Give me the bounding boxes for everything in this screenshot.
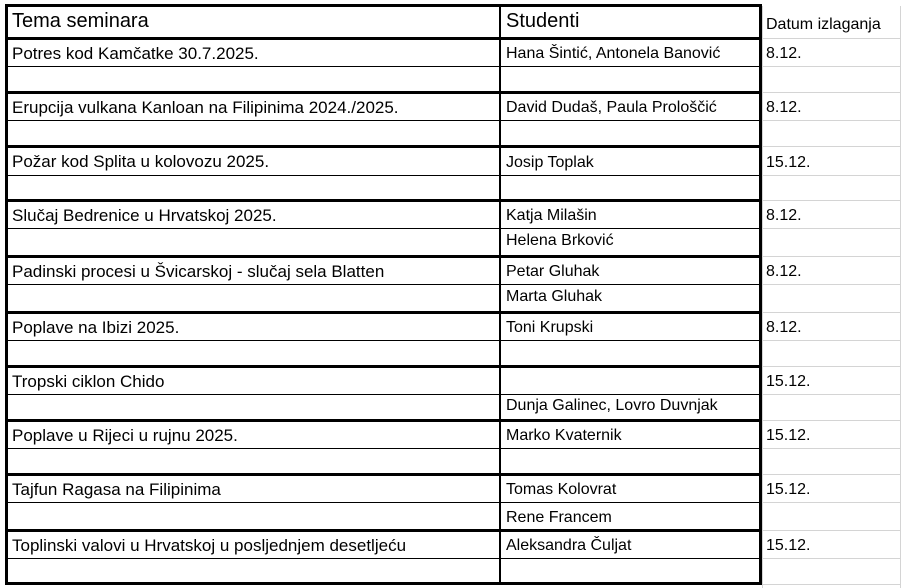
row-student: Katja Milašin (506, 207, 597, 224)
row-date: 8.12. (766, 263, 802, 280)
row-divider (6, 448, 761, 449)
row-topic: Padinski procesi u Švicarskoj - slučaj sela Blatten (12, 262, 385, 281)
row-student: Josip Toplak (506, 154, 594, 171)
row-student: Toni Krupski (506, 319, 594, 336)
group-border (6, 37, 762, 40)
row-student: Hana Šintić, Antonela Banović (506, 45, 721, 62)
row-student: Dunja Galinec, Lovro Duvnjak (506, 397, 718, 414)
group-border (6, 473, 762, 476)
row-topic: Toplinski valovi u Hrvatskoj u posljednjem desetljeću (12, 536, 407, 555)
gridline (762, 584, 901, 585)
row-student: Aleksandra Čuljat (506, 537, 632, 554)
header-date: Datum izlaganja (766, 16, 881, 33)
header-topic: Tema seminara (12, 10, 149, 32)
row-date: 15.12. (766, 427, 811, 444)
gridline (762, 530, 901, 531)
gridline (762, 38, 901, 39)
row-student: Marta Gluhak (506, 288, 603, 305)
group-border (6, 91, 762, 94)
row-topic: Erupcija vulkana Kanloan na Filipinima 2024./2025. (12, 98, 399, 117)
gridline (762, 200, 901, 201)
gridline (762, 394, 901, 395)
group-border (6, 255, 762, 258)
row-date: 15.12. (766, 481, 811, 498)
row-student: Petar Gluhak (506, 263, 600, 280)
table-border-left (5, 4, 8, 585)
row-divider (6, 558, 761, 559)
row-topic: Tropski ciklon Chido (12, 372, 165, 391)
row-student: Tomas Kolovrat (506, 481, 617, 498)
row-divider (6, 175, 761, 176)
row-topic: Požar kod Splita u kolovozu 2025. (12, 152, 270, 171)
row-divider (6, 340, 761, 341)
gridline (762, 66, 901, 67)
group-border (6, 199, 762, 202)
row-date: 15.12. (766, 373, 811, 390)
row-topic: Slučaj Bedrenice u Hrvatskoj 2025. (12, 206, 277, 225)
row-date: 15.12. (766, 537, 811, 554)
gridline (762, 284, 901, 285)
row-divider (6, 228, 761, 229)
gridline (762, 366, 901, 367)
row-divider (6, 120, 761, 121)
row-divider (6, 284, 761, 285)
row-date: 15.12. (766, 154, 811, 171)
column-divider (499, 4, 501, 585)
row-date: 8.12. (766, 99, 802, 116)
group-border (6, 419, 762, 422)
row-date: 8.12. (766, 45, 802, 62)
row-student: David Dudaš, Paula Prološčić (506, 99, 717, 116)
row-date: 8.12. (766, 207, 802, 224)
gridline (762, 502, 901, 503)
row-divider (6, 502, 761, 503)
row-topic: Poplave u Rijeci u rujnu 2025. (12, 426, 238, 445)
row-divider (6, 394, 761, 395)
gridline (762, 256, 901, 257)
row-topic: Poplave na Ibizi 2025. (12, 318, 180, 337)
gridline (762, 340, 901, 341)
gridline (762, 92, 901, 93)
group-border (6, 145, 762, 148)
gridline (762, 558, 901, 559)
group-border (6, 529, 762, 532)
row-student: Helena Brković (506, 232, 614, 249)
group-border (6, 311, 762, 314)
table-border-bottom (6, 582, 762, 585)
row-topic: Tajfun Ragasa na Filipinima (12, 480, 221, 499)
gridline (762, 312, 901, 313)
gridline (762, 474, 901, 475)
gridline (762, 6, 763, 588)
gridline (762, 146, 901, 147)
gridline (762, 175, 901, 176)
row-student: Marko Kvaternik (506, 427, 622, 444)
gridline (762, 228, 901, 229)
table-border-top (6, 4, 762, 7)
table-border-right (759, 4, 762, 585)
header-students: Studenti (506, 10, 580, 32)
row-student: Rene Francem (506, 509, 612, 526)
gridline (762, 420, 901, 421)
gridline (762, 448, 901, 449)
row-date: 8.12. (766, 319, 802, 336)
row-divider (6, 66, 761, 67)
gridline (762, 120, 901, 121)
group-border (6, 365, 762, 368)
row-topic: Potres kod Kamčatke 30.7.2025. (12, 44, 259, 63)
